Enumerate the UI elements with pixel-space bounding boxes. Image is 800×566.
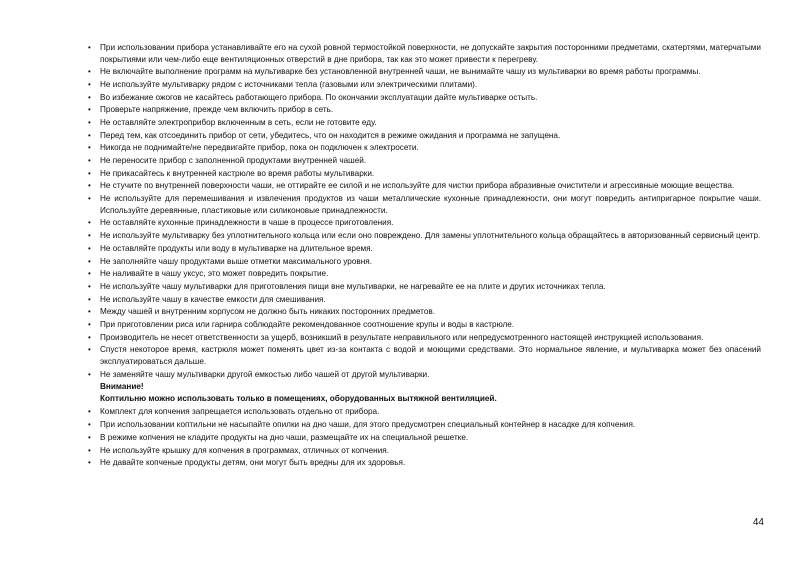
list-item xyxy=(84,369,761,381)
bullet-icon: • xyxy=(88,118,91,128)
list-item xyxy=(84,457,761,469)
list-item-text: Между чашей и внутренним корпусом не должно быть никаких посторонних предметов. xyxy=(100,307,436,317)
list-item xyxy=(84,155,761,167)
list-item xyxy=(84,142,761,154)
bullet-icon: • xyxy=(88,243,91,253)
list-item-text: Не используйте крышку для копчения в программах, отличных от копчения. xyxy=(100,445,389,455)
list-item xyxy=(84,230,761,242)
attention-title: Внимание! xyxy=(100,382,144,392)
bullet-icon: • xyxy=(88,156,91,166)
bullet-icon: • xyxy=(88,281,91,291)
list-item-text: В режиме копчения не кладите продукты на дно чаши, размещайте их на специальной решетке. xyxy=(100,432,469,442)
list-item xyxy=(84,243,761,255)
list-item-text: Не давайте копченые продукты детям, они могут быть вредны для их здоровья. xyxy=(100,458,406,468)
list-item xyxy=(84,79,761,91)
list-item-text: Комплект для копчения запрещается использовать отдельно от прибора. xyxy=(100,407,380,417)
safety-instructions-list xyxy=(84,42,761,380)
list-item-text: Не используйте чашу в качестве емкости для смешивания. xyxy=(100,294,326,304)
list-item-text: Не используйте чашу мультиварки для приготовления пищи вне мультиварки, не нагревайте ее на плите и других источниках тепла. xyxy=(100,281,606,291)
page-content xyxy=(84,42,761,470)
list-item xyxy=(84,432,761,444)
bullet-icon: • xyxy=(88,432,91,442)
bullet-icon: • xyxy=(88,218,91,228)
list-item xyxy=(84,268,761,280)
list-item xyxy=(84,332,761,344)
list-item-text: Не оставляйте кухонные принадлежности в чаше в процессе приготовления. xyxy=(100,218,394,228)
list-item-text: Не используйте мультиварку без уплотнительного кольца или если оно повреждено. Для замены уплотнительного кольца обращайтесь в авторизованный сервисный центр. xyxy=(100,231,761,241)
list-item xyxy=(84,66,761,78)
bullet-icon: • xyxy=(88,369,91,379)
bullet-icon: • xyxy=(88,92,91,102)
list-item-text: Не заменяйте чашу мультиварки другой емкостью либо чашей от другой мультиварки. xyxy=(100,369,430,379)
bullet-icon: • xyxy=(88,194,91,204)
attention-text: Коптильню можно использовать только в помещениях, оборудованных вытяжной вентиляцией. xyxy=(100,393,497,403)
list-item-text: Производитель не несет ответственности за ущерб, возникший в результате неправильного или непредусмотренного настоящей инструкцией использования. xyxy=(100,332,704,342)
list-item-text: При приготовлении риса или гарнира соблюдайте рекомендованное соотношение крупы и воды в кастрюле. xyxy=(100,319,515,329)
bullet-icon: • xyxy=(88,345,91,355)
list-item xyxy=(84,130,761,142)
bullet-icon: • xyxy=(88,130,91,140)
list-item xyxy=(84,92,761,104)
list-item xyxy=(84,180,761,192)
list-item-text: Не оставляйте электроприбор включенным в сеть, если не готовите еду. xyxy=(100,118,377,128)
list-item-text: Не наливайте в чашу уксус, это может повредить покрытие. xyxy=(100,269,329,279)
list-item-text: При использовании прибора устанавливайте его на сухой ровной термостойкой поверхности, не допускайте закрытия посторонними предметами, скатертями, матерчатыми покрытиями или чем-либо еще вентиляционных отверстий в дне прибора, так как это может привести к перегреву. xyxy=(100,43,761,64)
list-item-text: Проверьте напряжение, прежде чем включить прибор в сеть. xyxy=(100,105,334,115)
list-item xyxy=(84,281,761,293)
list-item xyxy=(84,306,761,318)
list-item-text: Во избежание ожогов не касайтесь работающего прибора. По окончании эксплуатации дайте мультиварке остыть. xyxy=(100,92,538,102)
list-item-text: Не используйте мультиварку рядом с источниками тепла (газовыми или электрическими плитами). xyxy=(100,79,478,89)
bullet-icon: • xyxy=(88,181,91,191)
page-number: 44 xyxy=(752,517,764,528)
list-item-text: Никогда не поднимайте/не передвигайте прибор, пока он подключен к электросети. xyxy=(100,143,419,153)
bullet-icon: • xyxy=(88,256,91,266)
bullet-icon: • xyxy=(88,168,91,178)
bullet-icon: • xyxy=(88,407,91,417)
list-item-text: Не прикасайтесь к внутренней кастрюле во время работы мультиварки. xyxy=(100,168,375,178)
bullet-icon: • xyxy=(88,231,91,241)
list-item xyxy=(84,168,761,180)
list-item xyxy=(84,42,761,65)
list-item xyxy=(84,117,761,129)
list-item xyxy=(84,193,761,216)
bullet-icon: • xyxy=(88,269,91,279)
list-item xyxy=(84,445,761,457)
list-item-text: Перед тем, как отсоединить прибор от сети, убедитесь, что он находится в режиме ожидания и программа не запущена. xyxy=(100,130,561,140)
bullet-icon: • xyxy=(88,445,91,455)
bullet-icon: • xyxy=(88,143,91,153)
list-item xyxy=(84,344,761,367)
list-item-text: Не включайте выполнение программ на мультиварке без установленной внутренней чаши, не вынимайте чашу из мультиварки во время работы программы. xyxy=(100,67,701,77)
smoking-instructions-list xyxy=(84,406,761,468)
list-item-text: Не стучите по внутренней поверхности чаши, не оттирайте ее силой и не используйте для чистки прибора абразивные очистители и агрессивные моющие вещества. xyxy=(100,181,735,191)
bullet-icon: • xyxy=(88,307,91,317)
list-item-text: Не переносите прибор с заполненной продуктами внутренней чашей. xyxy=(100,156,367,166)
list-item-text: При использовании коптильни не насыпайте опилки на дно чаши, для этого предусмотрен специальный контейнер в насадке для копчения. xyxy=(100,420,636,430)
bullet-icon: • xyxy=(88,319,91,329)
list-item-text: Не оставляйте продукты или воду в мультиварке на длительное время. xyxy=(100,243,373,253)
bullet-icon: • xyxy=(88,458,91,468)
list-item xyxy=(84,319,761,331)
bullet-icon: • xyxy=(88,105,91,115)
bullet-icon: • xyxy=(88,420,91,430)
list-item xyxy=(84,406,761,418)
list-item xyxy=(84,217,761,229)
bullet-icon: • xyxy=(88,294,91,304)
list-item xyxy=(84,419,761,431)
list-item xyxy=(84,256,761,268)
bullet-icon: • xyxy=(88,43,91,52)
list-item-text: Спустя некоторое время, кастрюля может поменять цвет из-за контакта с водой и моющими средствами. Это нормальное явление, и мультиварка может без опасений эксплуатироваться дальше. xyxy=(100,345,761,366)
list-item xyxy=(84,294,761,306)
list-item-text: Не заполняйте чашу продуктами выше отметки максимального уровня. xyxy=(100,256,372,266)
bullet-icon: • xyxy=(88,79,91,89)
list-item-text: Не используйте для перемешивания и извлечения продуктов из чаши металлические кухонные принадлежности, они могут повредить антипригарное покрытие чаши. Используйте деревянные, пластиковые или силиконовые принадлежности. xyxy=(100,194,761,215)
bullet-icon: • xyxy=(88,67,91,77)
bullet-icon: • xyxy=(88,332,91,342)
list-item xyxy=(84,104,761,116)
